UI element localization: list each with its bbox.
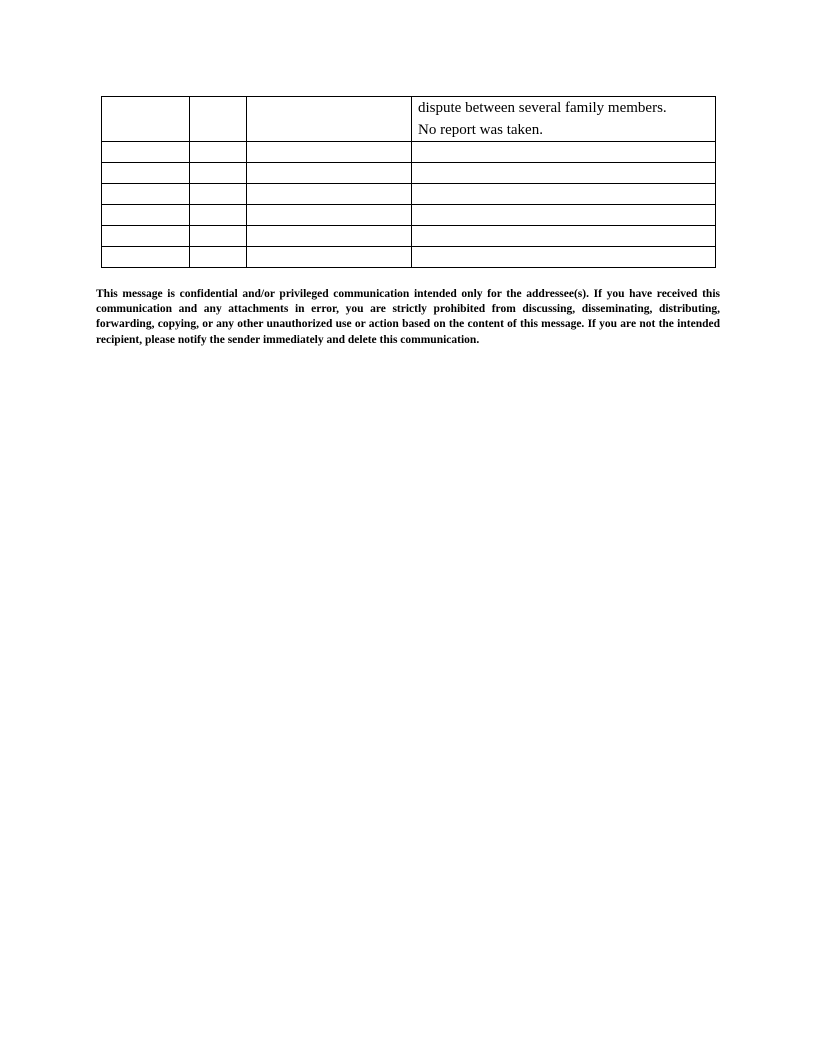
table-cell [190,163,247,184]
table-row [102,184,716,205]
table-cell [247,163,412,184]
table-row [102,226,716,247]
table-cell [412,247,716,268]
table-cell [190,184,247,205]
table-cell [190,247,247,268]
table-row [102,205,716,226]
table-cell [102,205,190,226]
table-cell [102,142,190,163]
table-cell [190,226,247,247]
description-line: dispute between several family members. [418,100,667,116]
description-line: No report was taken. [418,122,543,138]
table-cell-col3 [247,97,412,142]
table-cell [412,142,716,163]
table-cell [247,184,412,205]
table-cell [247,142,412,163]
table-cell [412,163,716,184]
table-cell [412,226,716,247]
table-cell [102,226,190,247]
table-cell [247,226,412,247]
table-cell [190,142,247,163]
table-cell [102,247,190,268]
table-cell [190,205,247,226]
table-row [102,142,716,163]
table-cell-col2 [190,97,247,142]
table-row [102,163,716,184]
incident-log-table [101,96,716,268]
table-cell [247,205,412,226]
table-cell [102,163,190,184]
confidentiality-disclaimer: This message is confidential and/or privileged communication intended only for the addressee(s). If you have received this communication and any attachments in error, you are strictly prohibited from discussing, disseminating, distributing, forwarding, copying, or any other unauthorized use or action based on the content of this message. If you are not the intended recipient, please notify the sender immediately and delete this communication. [96,288,720,346]
table-cell [412,205,716,226]
table-cell-col1 [102,97,190,142]
table-cell [102,184,190,205]
table-row [102,97,716,142]
table-row [102,247,716,268]
table-cell [247,247,412,268]
table-cell [412,184,716,205]
table-cell-description [412,97,716,142]
